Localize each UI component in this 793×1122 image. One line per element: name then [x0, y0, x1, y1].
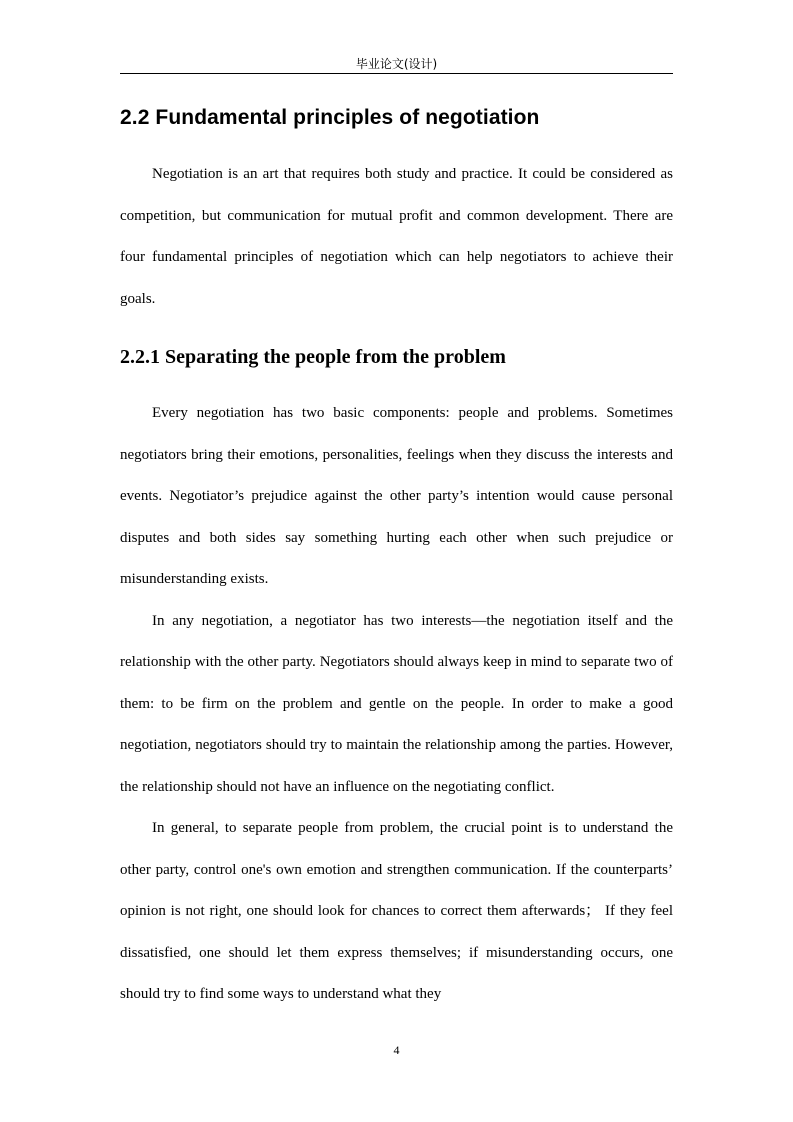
body-paragraph: In general, to separate people from problem, the crucial point is to understand the other party, control one's own emotion and strengthen communication. If the counterparts’ opinion is not right, one should look for chances to correct them afterwards； If they feel dissatisfied, one should let them express themselves; if misunderstanding occurs, one should try to find some ways to understand what they [120, 820, 673, 1002]
header-rule [120, 73, 673, 74]
page-number: 4 [393, 1043, 400, 1057]
section-intro-paragraph: Negotiation is an art that requires both study and practice. It could be considered as competition, but communication for mutual profit and common development. There are four fundamental principles of negotiation which can help negotiators to achieve their goals. [120, 166, 673, 307]
section-title: 2.2 Fundamental principles of negotiation [120, 106, 540, 129]
running-header: 毕业论文(设计) [355, 57, 438, 71]
body-paragraph: Every negotiation has two basic components: people and problems. Sometimes negotiators bring their emotions, personalities, feelings when they discuss the interests and events. Negotiator’s prejudice against the other party’s intention would cause personal disputes and both sides say something hurting each other when such prejudice or misunderstanding exists. [120, 405, 673, 587]
page-body [120, 98, 673, 1016]
subsection-title: 2.2.1 Separating the people from the problem [120, 346, 506, 368]
body-paragraph: In any negotiation, a negotiator has two interests—the negotiation itself and the relationship with the other party. Negotiators should always keep in mind to separate two of them: to be firm on the problem and gentle on the people. In order to make a good negotiation, negotiators should try to maintain the relationship among the parties. However, the relationship should not have an influence on the negotiating conflict. [120, 612, 673, 795]
